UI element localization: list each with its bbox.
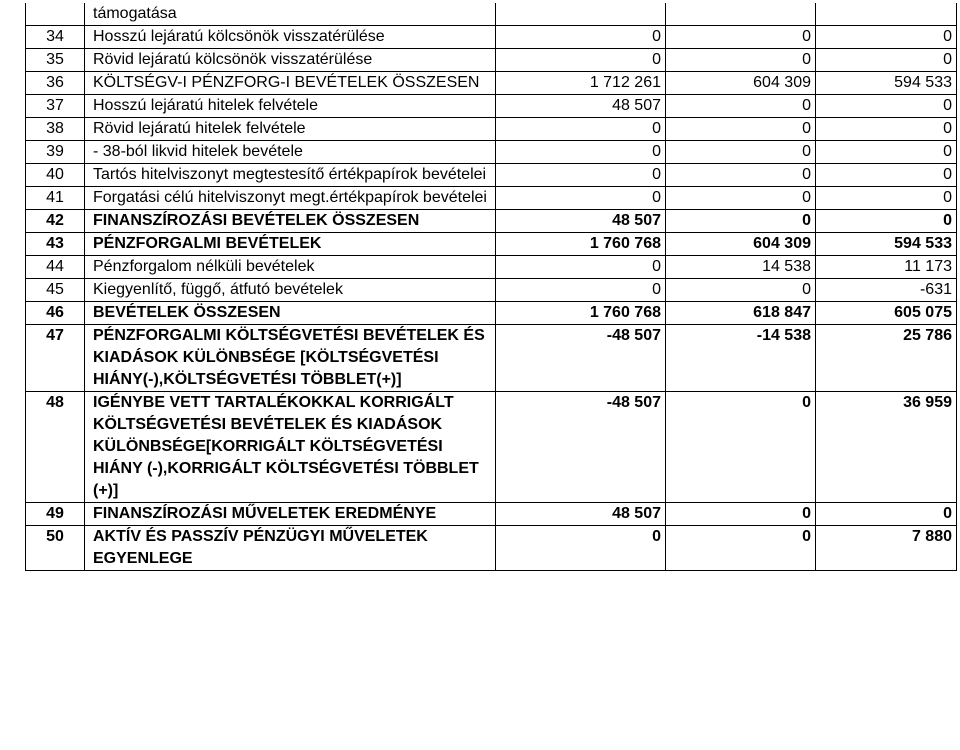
table-row <box>26 118 957 141</box>
value-col-3: 0 <box>816 118 957 141</box>
row-number: 37 <box>26 95 85 118</box>
value-col-1: 1 760 768 <box>496 302 666 325</box>
value-col-3: 0 <box>816 141 957 164</box>
value-col-1: 0 <box>496 49 666 72</box>
row-number: 49 <box>26 503 85 526</box>
row-number: 41 <box>26 187 85 210</box>
value-col-3: -631 <box>816 279 957 302</box>
table-row <box>26 26 957 49</box>
value-col-2: 0 <box>666 503 816 526</box>
row-label: Hosszú lejáratú kölcsönök visszatérülése <box>85 26 496 49</box>
value-col-3: 36 959 <box>816 392 957 503</box>
value-col-1: -48 507 <box>496 392 666 503</box>
value-col-3: 7 880 <box>816 526 957 571</box>
table-row <box>26 233 957 256</box>
row-number: 48 <box>26 392 85 503</box>
row-number: 40 <box>26 164 85 187</box>
value-col-3: 0 <box>816 49 957 72</box>
value-col-3 <box>816 3 957 26</box>
row-label: Hosszú lejáratú hitelek felvétele <box>85 95 496 118</box>
value-col-1 <box>496 3 666 26</box>
value-col-2: -14 538 <box>666 325 816 392</box>
table-row <box>26 210 957 233</box>
value-col-2: 0 <box>666 279 816 302</box>
table-row <box>26 526 957 571</box>
value-col-2: 0 <box>666 141 816 164</box>
value-col-1: 48 507 <box>496 210 666 233</box>
row-number: 43 <box>26 233 85 256</box>
value-col-1: 0 <box>496 26 666 49</box>
value-col-3: 594 533 <box>816 72 957 95</box>
value-col-2: 604 309 <box>666 72 816 95</box>
row-number: 36 <box>26 72 85 95</box>
table-row <box>26 141 957 164</box>
row-label: IGÉNYBE VETT TARTALÉKOKKAL KORRIGÁLT KÖLTSÉGVETÉSI BEVÉTELEK ÉS KIADÁSOK KÜLÖNBSÉGE[KORRIGÁLT KÖLTSÉGVETÉSI HIÁNY (-),KORRIGÁLT KÖLTSÉGVETÉSI TÖBBLET (+)] <box>85 392 496 503</box>
value-col-2: 0 <box>666 526 816 571</box>
row-number: 42 <box>26 210 85 233</box>
row-label: PÉNZFORGALMI BEVÉTELEK <box>85 233 496 256</box>
row-number <box>26 3 85 26</box>
value-col-2: 0 <box>666 118 816 141</box>
row-label: PÉNZFORGALMI KÖLTSÉGVETÉSI BEVÉTELEK ÉS KIADÁSOK KÜLÖNBSÉGE [KÖLTSÉGVETÉSI HIÁNY(-),KÖLTSÉGVETÉSI TÖBBLET(+)] <box>85 325 496 392</box>
value-col-3: 0 <box>816 187 957 210</box>
value-col-1: 1 712 261 <box>496 72 666 95</box>
row-label: Kiegyenlítő, függő, átfutó bevételek <box>85 279 496 302</box>
value-col-3: 0 <box>816 503 957 526</box>
budget-table <box>25 3 957 571</box>
table-row <box>26 3 957 26</box>
row-number: 50 <box>26 526 85 571</box>
table-row <box>26 279 957 302</box>
value-col-1: 0 <box>496 256 666 279</box>
row-label: Rövid lejáratú hitelek felvétele <box>85 118 496 141</box>
table-row <box>26 72 957 95</box>
row-label: Rövid lejáratú kölcsönök visszatérülése <box>85 49 496 72</box>
value-col-3: 0 <box>816 26 957 49</box>
value-col-2: 0 <box>666 164 816 187</box>
value-col-3: 605 075 <box>816 302 957 325</box>
row-label: Tartós hitelviszonyt megtestesítő értékpapírok bevételei <box>85 164 496 187</box>
value-col-1: 48 507 <box>496 95 666 118</box>
table-row <box>26 302 957 325</box>
table-row <box>26 503 957 526</box>
value-col-2: 0 <box>666 95 816 118</box>
value-col-2: 14 538 <box>666 256 816 279</box>
value-col-3: 11 173 <box>816 256 957 279</box>
value-col-1: 1 760 768 <box>496 233 666 256</box>
table-row <box>26 95 957 118</box>
value-col-1: 0 <box>496 141 666 164</box>
row-label: - 38-ból likvid hitelek bevétele <box>85 141 496 164</box>
row-label: FINANSZÍROZÁSI MŰVELETEK EREDMÉNYE <box>85 503 496 526</box>
row-number: 35 <box>26 49 85 72</box>
value-col-2: 604 309 <box>666 233 816 256</box>
row-label: KÖLTSÉGV-I PÉNZFORG-I BEVÉTELEK ÖSSZESEN <box>85 72 496 95</box>
row-label: AKTÍV ÉS PASSZÍV PÉNZÜGYI MŰVELETEK EGYENLEGE <box>85 526 496 571</box>
value-col-2: 0 <box>666 49 816 72</box>
row-number: 44 <box>26 256 85 279</box>
value-col-1: 0 <box>496 187 666 210</box>
table-row <box>26 256 957 279</box>
value-col-1: -48 507 <box>496 325 666 392</box>
value-col-1: 0 <box>496 279 666 302</box>
value-col-3: 594 533 <box>816 233 957 256</box>
value-col-3: 0 <box>816 164 957 187</box>
value-col-1: 48 507 <box>496 503 666 526</box>
table-row <box>26 49 957 72</box>
value-col-2: 0 <box>666 392 816 503</box>
value-col-3: 25 786 <box>816 325 957 392</box>
budget-table-body <box>26 3 957 571</box>
row-label: támogatása <box>85 3 496 26</box>
table-row <box>26 187 957 210</box>
row-label: Pénzforgalom nélküli bevételek <box>85 256 496 279</box>
value-col-2: 0 <box>666 187 816 210</box>
value-col-1: 0 <box>496 118 666 141</box>
row-label: FINANSZÍROZÁSI BEVÉTELEK ÖSSZESEN <box>85 210 496 233</box>
row-label: Forgatási célú hitelviszonyt megt.értékpapírok bevételei <box>85 187 496 210</box>
row-number: 46 <box>26 302 85 325</box>
row-number: 45 <box>26 279 85 302</box>
value-col-2: 0 <box>666 210 816 233</box>
row-number: 39 <box>26 141 85 164</box>
row-number: 34 <box>26 26 85 49</box>
value-col-3: 0 <box>816 95 957 118</box>
value-col-2: 0 <box>666 26 816 49</box>
row-number: 47 <box>26 325 85 392</box>
value-col-1: 0 <box>496 526 666 571</box>
value-col-2: 618 847 <box>666 302 816 325</box>
value-col-2 <box>666 3 816 26</box>
table-row <box>26 325 957 392</box>
value-col-3: 0 <box>816 210 957 233</box>
table-row <box>26 392 957 503</box>
table-row <box>26 164 957 187</box>
value-col-1: 0 <box>496 164 666 187</box>
row-label: BEVÉTELEK ÖSSZESEN <box>85 302 496 325</box>
row-number: 38 <box>26 118 85 141</box>
